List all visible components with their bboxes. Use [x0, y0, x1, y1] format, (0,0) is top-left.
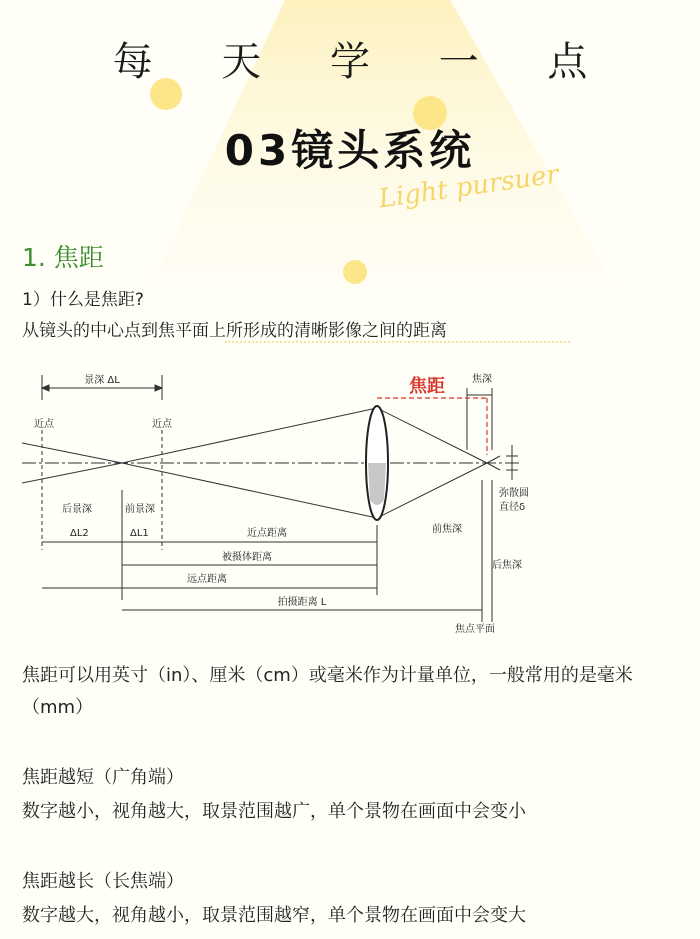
focal-length-diagram: [22, 360, 542, 640]
label-front-focus-depth: 前焦深: [432, 524, 462, 535]
label-dl1: ΔL1: [130, 528, 149, 539]
section-title: 1. 焦距: [22, 243, 104, 272]
label-rear-depth: 后景深: [62, 504, 92, 515]
long-focal-title: 焦距越长（长焦端）: [22, 871, 184, 892]
header-subtitle: 03镜头系统: [224, 126, 476, 175]
label-near-point-distance: 近点距离: [247, 528, 287, 539]
label-far-point-distance: 远点距离: [187, 574, 227, 585]
divider: [225, 341, 570, 343]
header-title: 每 天 学 一 点: [112, 39, 616, 85]
script-watermark: Light pursuer: [376, 159, 561, 215]
label-focal-length: 焦距: [409, 376, 445, 397]
label-dl2: ΔL2: [70, 528, 89, 539]
question-text: 1）什么是焦距?: [22, 290, 144, 310]
label-near-point-left: 近点: [34, 419, 54, 430]
label-coc-line2: 直径δ: [499, 502, 526, 513]
short-focal-title: 焦距越短（广角端）: [22, 767, 184, 788]
label-rear-focus-depth: 后焦深: [492, 560, 522, 571]
label-near-point-right: 近点: [152, 419, 172, 430]
label-focal-plane: 焦点平面: [455, 624, 495, 635]
label-coc-line1: 弥散圆: [499, 488, 529, 499]
decor-dot: [343, 260, 367, 284]
label-front-depth: 前景深: [125, 504, 155, 515]
label-depth-of-field: 景深 ΔL: [84, 375, 120, 386]
label-focus-depth: 焦深: [472, 374, 492, 385]
definition-text: 从镜头的中心点到焦平面上所形成的清晰影像之间的距离: [22, 321, 447, 341]
label-shooting-distance: 拍摄距离 L: [277, 597, 327, 608]
units-paragraph: 焦距可以用英寸（in）、厘米（cm）或毫米作为计量单位，一般常用的是毫米（mm）: [22, 665, 633, 718]
label-subject-distance: 被摄体距离: [222, 552, 272, 563]
short-focal-desc: 数字越小，视角越大，取景范围越广，单个景物在画面中会变小: [22, 801, 526, 822]
long-focal-desc: 数字越大，视角越小，取景范围越窄，单个景物在画面中会变大: [22, 905, 526, 926]
